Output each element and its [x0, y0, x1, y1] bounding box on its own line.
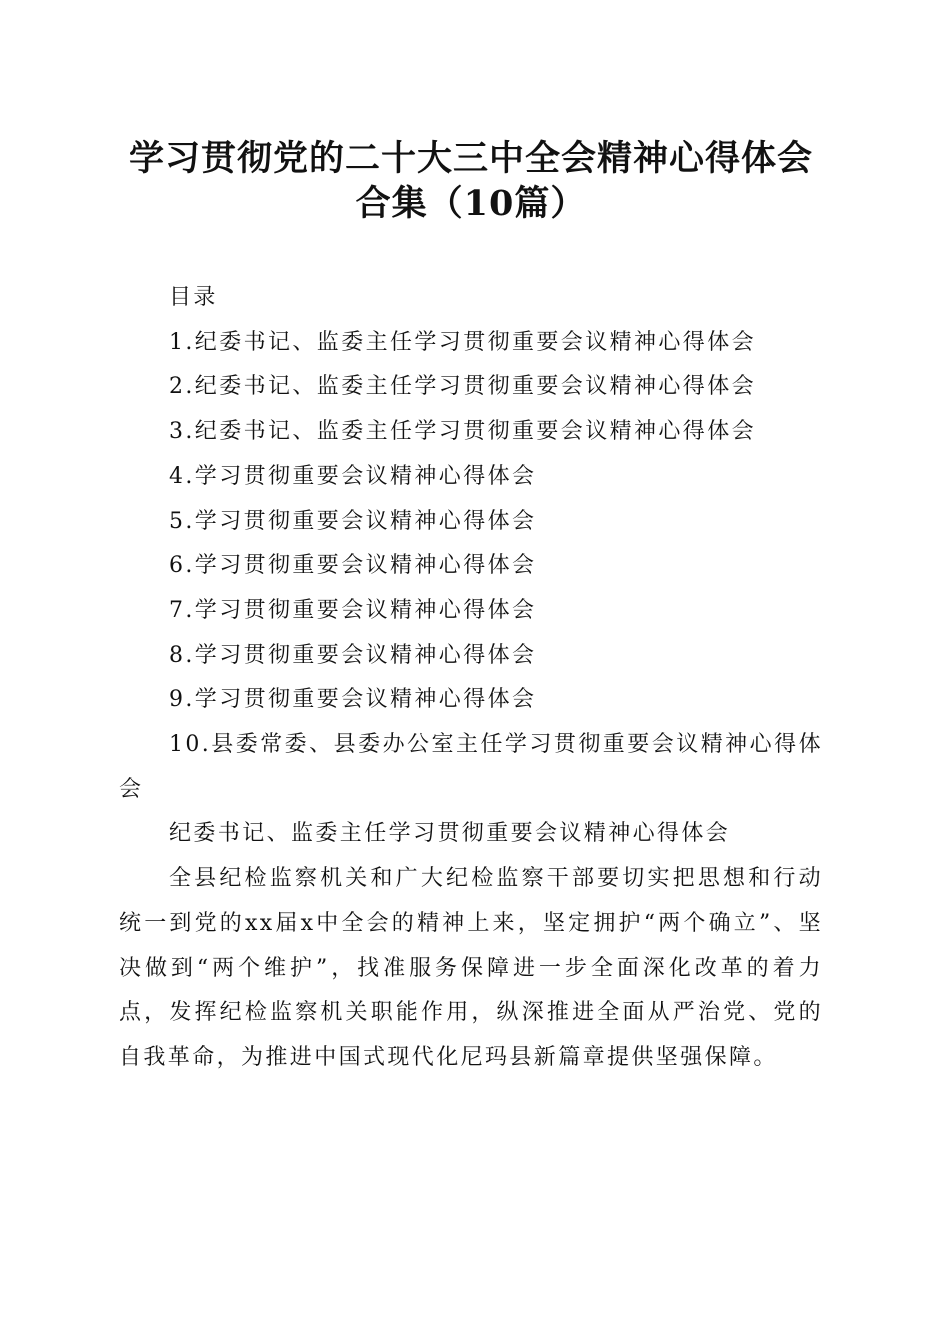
document-title: 学习贯彻党的二十大三中全会精神心得体会合集（10篇）: [128, 138, 813, 224]
toc-item: 6.学习贯彻重要会议精神心得体会: [169, 553, 537, 579]
toc-item: 5.学习贯彻重要会议精神心得体会: [169, 508, 537, 534]
toc-heading: 目录: [169, 285, 218, 310]
body-paragraph: 全县纪检监察机关和广大纪检监察干部要切实把思想和行动统一到党的xx届x中全会的精神上来，坚定拥护“两个确立”、坚决做到“两个维护”，找准服务保障进一步全面深化改革的着力点，发挥纪检监察机关职能作用，纵深推进全面从严治党、党的自我革命，为推进中国式现代化尼玛县新篇章提供坚强保障。: [119, 866, 823, 1070]
toc-item: 1.纪委书记、监委主任学习贯彻重要会议精神心得体会: [169, 329, 756, 355]
toc-item: 10.县委常委、县委办公室主任学习贯彻重要会议精神心得体会: [119, 732, 823, 802]
toc-item: 8.学习贯彻重要会议精神心得体会: [169, 642, 537, 668]
toc-item: 9.学习贯彻重要会议精神心得体会: [169, 687, 537, 713]
section-heading: 纪委书记、监委主任学习贯彻重要会议精神心得体会: [169, 821, 731, 847]
toc-item: 3.纪委书记、监委主任学习贯彻重要会议精神心得体会: [169, 419, 756, 445]
toc-item: 2.纪委书记、监委主任学习贯彻重要会议精神心得体会: [169, 374, 756, 400]
toc-item: 7.学习贯彻重要会议精神心得体会: [169, 597, 537, 623]
document-body: [119, 276, 823, 1081]
toc-item: 4.学习贯彻重要会议精神心得体会: [169, 463, 537, 489]
